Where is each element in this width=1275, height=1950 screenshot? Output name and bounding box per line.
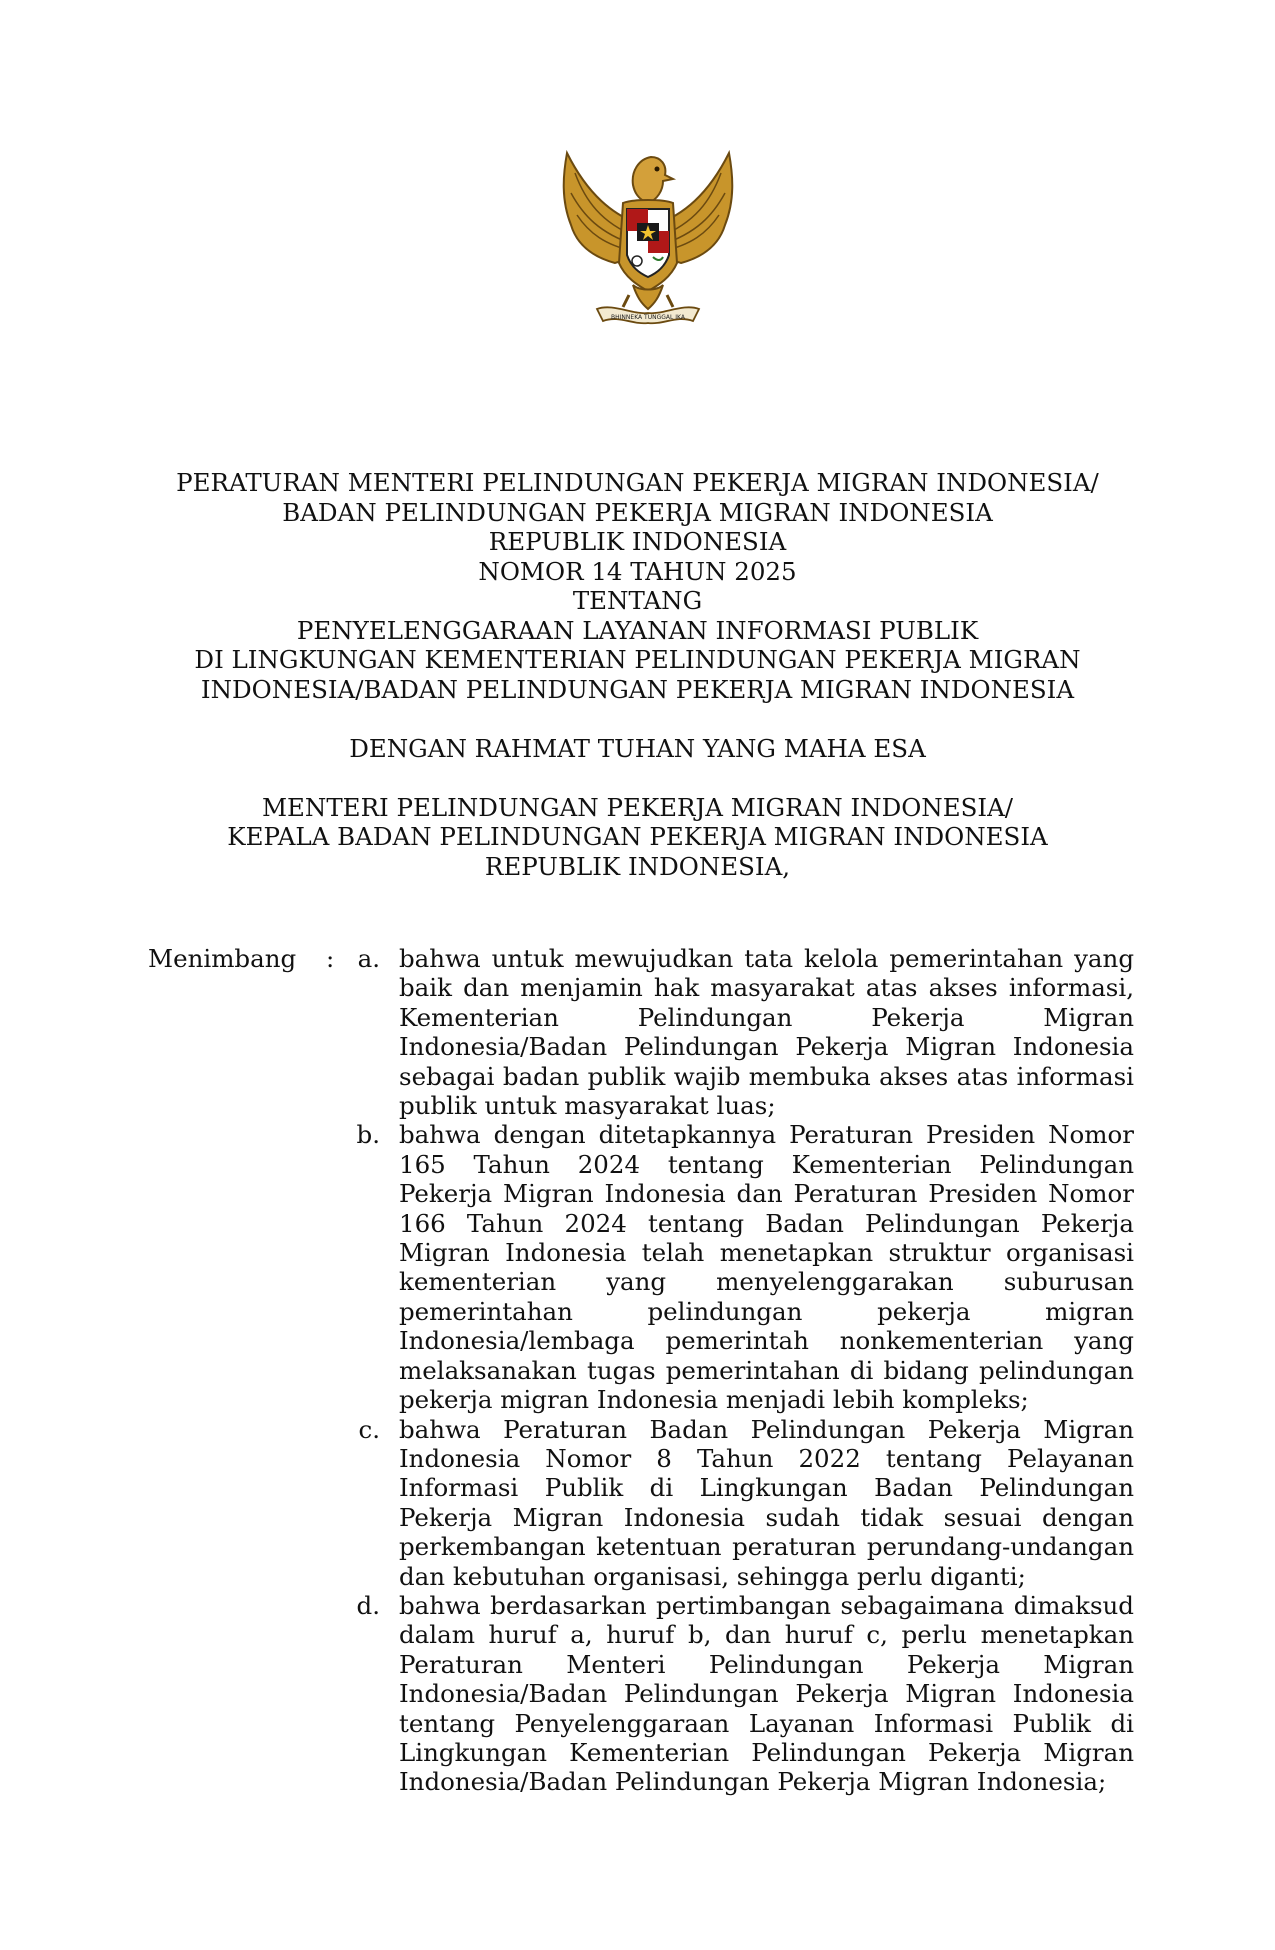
consideration-item (350, 944, 1134, 1120)
considerations-label: Menimbang (148, 944, 297, 973)
item-text: bahwa berdasarkan pertimbangan sebagaimana dimaksud dalam huruf a, huruf b, dan huruf c, perlu menetapkan Peraturan Menteri Pelindungan Pekerja Migran Indonesia/Badan Pelindungan Pekerja Migran Indonesia tentang Penyelenggaraan Layanan Informasi Publik di Lingkungan Kementerian Pelindungan Pekerja Migran Indonesia/Badan Pelindungan Pekerja Migran Indonesia; (399, 1590, 1134, 1797)
issuer-line: KEPALA BADAN PELINDUNGAN PEKERJA MIGRAN INDONESIA (227, 822, 1048, 851)
heading-line: TENTANG (572, 586, 703, 615)
invocation: DENGAN RAHMAT TUHAN YANG MAHA ESA (349, 734, 926, 763)
item-marker: c. (358, 1414, 380, 1444)
considerations-colon: : (326, 944, 335, 973)
item-text: bahwa dengan ditetapkannya Peraturan Presiden Nomor 165 Tahun 2024 tentang Kementerian Pelindungan Pekerja Migran Indonesia dan Peraturan Presiden Nomor 166 Tahun 2024 tentang Badan Pelindungan Pekerja Migran Indonesia telah menetapkan struktur organisasi kementerian yang menyelenggarakan suburusan pemerintahan pelindungan pekerja migran Indonesia/lembaga pemerintah nonkementerian yang melaksanakan tugas pemerintahan di bidang pelindungan pekerja migran Indonesia menjadi lebih kompleks; (399, 1120, 1134, 1415)
considerations-list (350, 944, 1134, 1797)
item-marker: a. (357, 944, 380, 973)
garuda-emblem-icon (553, 145, 743, 330)
regulation-subject: PENYELENGGARAAN LAYANAN INFORMASI PUBLIK (296, 615, 979, 645)
garuda-emblem-graphic (553, 145, 743, 330)
item-marker: d. (356, 1590, 380, 1620)
emblem-motto: BHINNEKA TUNGGAL IKA (611, 314, 685, 321)
heading-line: PERATURAN MENTERI PELINDUNGAN PEKERJA MIGRAN INDONESIA/ (176, 468, 1099, 497)
item-marker: b. (356, 1120, 380, 1150)
consideration-item (350, 1415, 1134, 1591)
issuer-line: REPUBLIK INDONESIA, (484, 851, 791, 881)
regulation-subject: INDONESIA/BADAN PELINDUNGAN PEKERJA MIGRAN INDONESIA (200, 674, 1075, 704)
regulation-number: NOMOR 14 TAHUN 2025 (478, 556, 797, 586)
item-text: bahwa Peraturan Badan Pelindungan Pekerja Migran Indonesia Nomor 8 Tahun 2022 tentang Pelayanan Informasi Publik di Lingkungan Badan Pelindungan Pekerja Migran Indonesia sudah tidak sesuai dengan perkembangan ketentuan peraturan perundang-undangan dan kebutuhan organisasi, sehingga perlu diganti; (399, 1414, 1134, 1591)
consideration-item (350, 1120, 1134, 1414)
regulation-subject: DI LINGKUNGAN KEMENTERIAN PELINDUNGAN PEKERJA MIGRAN (194, 645, 1081, 674)
issuer-line: MENTERI PELINDUNGAN PEKERJA MIGRAN INDONESIA/ (261, 792, 1014, 822)
heading-line: BADAN PELINDUNGAN PEKERJA MIGRAN INDONESIA (282, 497, 993, 527)
item-text: bahwa untuk mewujudkan tata kelola pemerintahan yang baik dan menjamin hak masyarakat atas akses informasi, Kementerian Pelindungan Pekerja Migran Indonesia/Badan Pelindungan Pekerja Migran Indonesia sebagai badan publik wajib membuka akses atas informasi publik untuk masyarakat luas; (399, 944, 1134, 1121)
heading-line: REPUBLIK INDONESIA (488, 527, 787, 556)
consideration-item (350, 1591, 1134, 1797)
regulation-heading (0, 468, 1275, 881)
